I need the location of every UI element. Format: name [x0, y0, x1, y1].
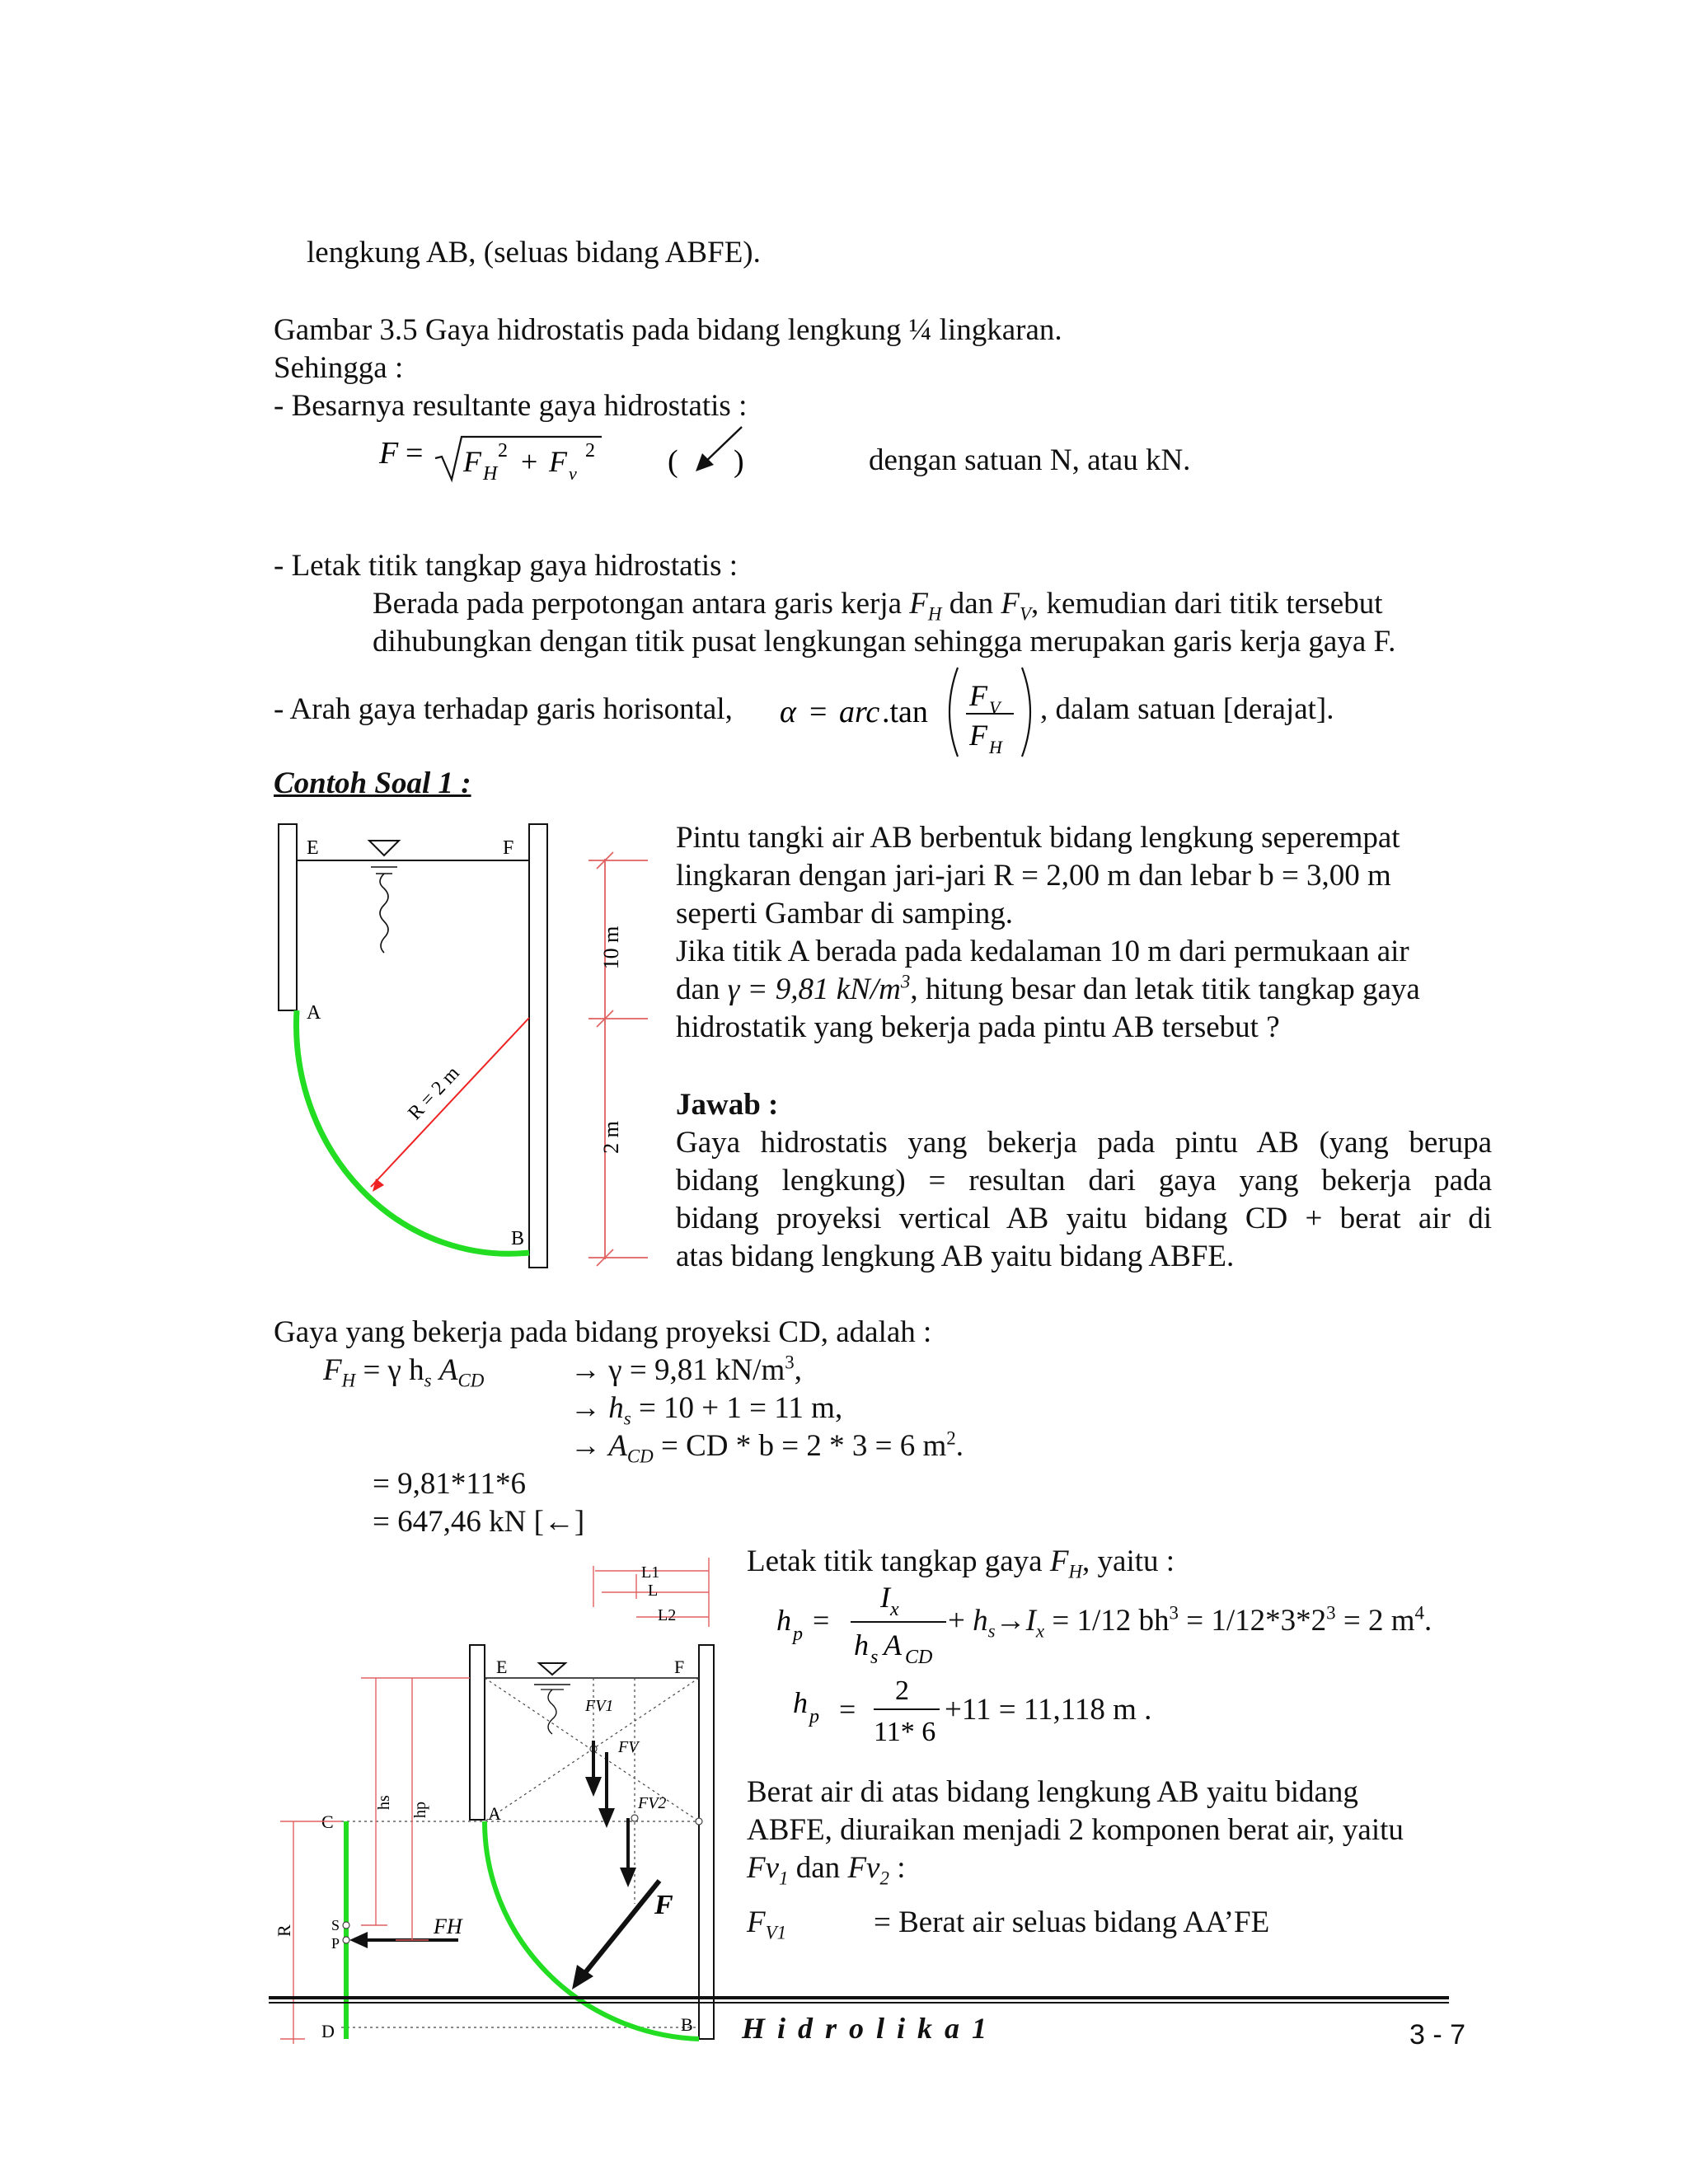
text-line: dan γ = 9,81 $kN/m^3$, hitung besar dan letak titik tangkap gaya	[676, 971, 1420, 1006]
equation-line: $F_{V1}$	[747, 1905, 787, 1943]
svg-text:H: H	[483, 463, 498, 485]
text-line: Berat air di atas bidang lengkung AB yaitu bidang	[747, 1775, 1358, 1809]
text-line: atas bidang lengkung AB yaitu bidang ABFE.	[676, 1240, 1235, 1273]
svg-text:FV1: FV1	[585, 1697, 614, 1715]
text-line: bidang lengkung) = resultan dari gaya yang bekerja pada	[676, 1164, 1492, 1197]
svg-text:D: D	[321, 2021, 335, 2041]
text-line: Sehingga :	[274, 351, 404, 385]
svg-text:R: R	[274, 1924, 294, 1937]
svg-text:S: S	[331, 1917, 340, 1933]
svg-text:H: H	[989, 737, 1002, 757]
svg-text:s: s	[870, 1647, 879, 1668]
svg-text:2: 2	[895, 1675, 909, 1706]
text-line: Gaya yang bekerja pada bidang proyeksi CD, adalah :	[274, 1315, 932, 1349]
svg-text:2: 2	[585, 440, 595, 462]
equation-line: → $A_{CD}$ = CD * b = 2 * 3 = 6 $m^2$.	[570, 1427, 964, 1467]
svg-text:R = 2 m: R = 2 m	[404, 1062, 464, 1125]
text-line: - Letak titik tangkap gaya hidrostatis :	[274, 549, 738, 583]
hp-formula	[771, 1579, 969, 1670]
svg-text:L: L	[648, 1582, 659, 1600]
text-line: lingkaran dengan jari-jari R = 2,00 m dan lebar b = 3,00 m	[676, 859, 1391, 893]
svg-text:=: =	[839, 1693, 856, 1726]
text-line: Pintu tangki air AB berbentuk bidang lengkung seperempat	[676, 821, 1400, 855]
svg-text:E: E	[496, 1657, 508, 1677]
text-line: dengan satuan N, atau kN.	[869, 443, 1191, 477]
svg-text:(: (	[668, 444, 678, 479]
equation-line: + $h_s\to I_x = 1/12$ $bh^3 = 1/12*3*2^3 = 2$ $m^4$.	[948, 1602, 1432, 1642]
svg-text:2 m: 2 m	[599, 1121, 623, 1154]
svg-text:): )	[734, 444, 744, 479]
svg-text:FH: FH	[434, 1915, 462, 1938]
svg-text:h: h	[793, 1686, 808, 1719]
text-line: - Besarnya resultante gaya hidrostatis :	[274, 389, 748, 423]
text-line: Jika titik A berada pada kedalaman 10 m dari permukaan air	[676, 935, 1409, 968]
svg-text:p: p	[793, 1624, 803, 1645]
svg-text:α: α	[780, 695, 796, 729]
svg-text:v: v	[569, 463, 577, 484]
text-line: ABFE, diuraikan menjadi 2 komponen berat air, yaitu	[747, 1813, 1404, 1847]
svg-text:hp: hp	[411, 1802, 429, 1818]
svg-text:h: h	[854, 1629, 869, 1661]
svg-text:hs: hs	[375, 1795, 393, 1810]
svg-text:=: =	[813, 1604, 830, 1637]
text-line: hidrostatik yang bekerja pada pintu AB tersebut ?	[676, 1010, 1280, 1044]
svg-text:I: I	[880, 1581, 890, 1614]
svg-text:V: V	[989, 697, 1001, 718]
svg-text:A: A	[307, 1002, 321, 1024]
svg-text:A: A	[884, 1629, 902, 1661]
text-line: , dalam satuan [derajat].	[1040, 692, 1334, 726]
svg-text:L2: L2	[658, 1606, 677, 1624]
text-line: Letak titik tangkap gaya $F_H$, yaitu :	[747, 1544, 1175, 1582]
text-line: bidang proyeksi vertical AB yaitu bidang CD + berat air di	[676, 1202, 1492, 1235]
svg-text:F: F	[379, 436, 399, 471]
equation-line: = 647,46 kN [←]	[373, 1505, 585, 1539]
svg-text:2: 2	[498, 440, 508, 462]
equation-line: = 9,81*11*6	[373, 1467, 526, 1501]
svg-text:FV: FV	[618, 1738, 639, 1756]
svg-text:=: =	[406, 436, 424, 471]
angle-formula	[773, 659, 1037, 766]
svg-text:F: F	[969, 719, 987, 752]
svg-text:x: x	[890, 1599, 899, 1620]
svg-text:=: =	[809, 695, 828, 729]
svg-text:B: B	[511, 1228, 525, 1249]
svg-text:B: B	[681, 2014, 693, 2035]
svg-text:.tan: .tan	[882, 695, 928, 729]
page-number: 3 - 7	[1409, 2019, 1466, 2050]
svg-text:E: E	[307, 837, 319, 859]
equation-line: $F_H = \gamma$ $h_s$ $A_{CD}$	[323, 1353, 485, 1391]
svg-text:F: F	[654, 1890, 673, 1920]
text-line: seperti Gambar di samping.	[676, 897, 1013, 930]
svg-text:F: F	[463, 445, 481, 478]
svg-text:P: P	[331, 1935, 340, 1952]
equation-line: → $h_s = 10 + 1 = 11$ m,	[570, 1391, 843, 1429]
text-line: $Fv_1$ dan $Fv_2$ :	[747, 1851, 906, 1889]
text-line: dihubungkan dengan titik pusat lengkungan sehingga merupakan garis kerja gaya F.	[373, 625, 1396, 658]
svg-text:F: F	[503, 837, 514, 859]
equation-line: +11 = 11,118 m .	[945, 1693, 1152, 1727]
text-line: Berada pada perpotongan antara garis kerja $F_H$ dan $F_V$, kemudian dari titik tersebut	[373, 587, 1383, 625]
equation-line: → γ = 9,81 $kN/m^3$,	[570, 1352, 802, 1387]
svg-text:L1: L1	[641, 1563, 660, 1582]
footer-rule	[269, 1996, 1449, 2008]
svg-text:F: F	[549, 445, 567, 478]
svg-text:C: C	[321, 1811, 334, 1832]
answer-heading: Jawab :	[676, 1088, 779, 1122]
figure-caption: Gambar 3.5 Gaya hidrostatis pada bidang lengkung ¼ lingkaran.	[274, 313, 1062, 347]
svg-text:FV2: FV2	[638, 1794, 667, 1812]
hp-formula-2	[771, 1665, 969, 1755]
resultant-formula	[363, 420, 874, 494]
svg-text:A: A	[488, 1803, 501, 1824]
equation-line: = Berat air seluas bidang AA’FE	[874, 1905, 1270, 1939]
svg-text:CD: CD	[905, 1647, 933, 1668]
svg-text:F: F	[674, 1657, 685, 1677]
svg-text:p: p	[809, 1706, 819, 1727]
svg-text:F: F	[969, 679, 987, 712]
text-line: - Arah gaya terhadap garis horisontal,	[274, 692, 733, 726]
svg-text:10 m: 10 m	[599, 926, 623, 970]
svg-text:arc: arc	[839, 695, 880, 729]
svg-text:h: h	[776, 1604, 791, 1637]
section-heading: Contoh Soal 1 :	[274, 766, 471, 800]
text-line: Gaya hidrostatis yang bekerja pada pintu AB (yang berupa	[676, 1126, 1492, 1160]
svg-text:+: +	[521, 445, 538, 478]
figure-tank-1	[272, 816, 659, 1269]
text-line: lengkung AB, (seluas bidang ABFE).	[307, 236, 761, 269]
figure-tank-2	[272, 1558, 734, 2044]
svg-text:11* 6: 11* 6	[874, 1717, 936, 1747]
footer-title: H i d r o l i k a 1	[742, 2012, 990, 2045]
